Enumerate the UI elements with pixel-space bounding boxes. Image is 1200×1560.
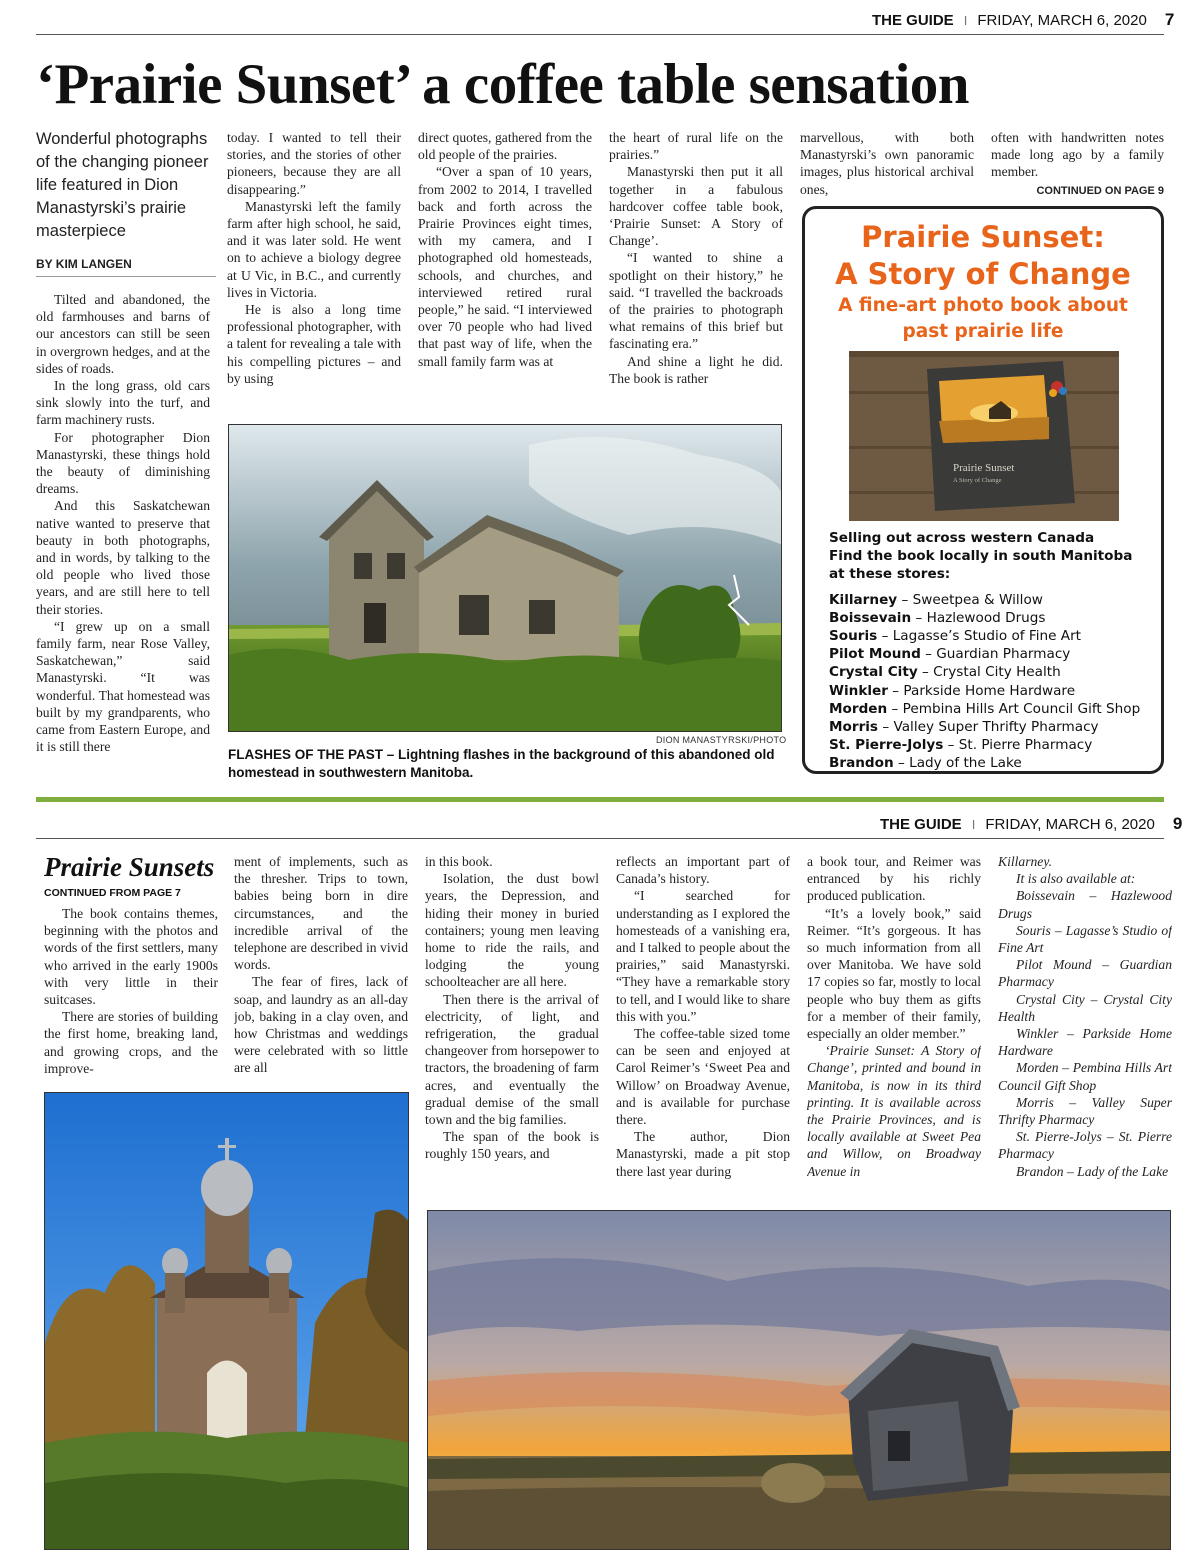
deck: Wonderful photographs of the changing pioneer life featured in Dion Manastyrski’s prairie masterpiece bbox=[36, 130, 209, 240]
byline: BY KIM LANGEN bbox=[36, 257, 216, 277]
headline: ‘Prairie Sunset’ a coffee table sensation bbox=[36, 53, 969, 116]
book-cover-photo bbox=[849, 351, 1119, 521]
store-name: Guardian Pharmacy bbox=[936, 646, 1071, 663]
store-item bbox=[829, 754, 1159, 772]
photo-credit: DION MANASTYRSKI/PHOTO bbox=[656, 735, 787, 745]
book-cover-title: Prairie Sunset bbox=[953, 462, 1015, 474]
store-name: Parkside Home Hardware bbox=[903, 682, 1076, 699]
page9-top-rule bbox=[36, 838, 1164, 839]
store-item bbox=[829, 627, 1159, 645]
story-column-6 bbox=[991, 129, 1164, 201]
ad-subtitle-line: past prairie life bbox=[902, 321, 1064, 342]
publication-name: THE GUIDE bbox=[872, 11, 954, 29]
store-name: Lagasse’s Studio of Fine Art bbox=[892, 628, 1081, 645]
paragraph: today. I wanted to tell their stories, and the stories of other pioneers, because they are all disappearing.” bbox=[227, 130, 401, 197]
continued-on-link[interactable]: CONTINUED ON PAGE 9 bbox=[1036, 184, 1164, 197]
store-item bbox=[829, 736, 1159, 754]
p9-column-3 bbox=[425, 853, 599, 1199]
book-cover-subtitle: A Story of Change bbox=[953, 477, 1002, 484]
continuation-kicker: Prairie Sunsets bbox=[44, 852, 215, 882]
store-dash: – bbox=[878, 719, 894, 736]
paragraph: a book tour, and Reimer was entranced by his richly produced publication. bbox=[807, 854, 981, 904]
paragraph: often with handwritten notes made long ago by a family member. bbox=[991, 130, 1164, 180]
sunset-barn-photo bbox=[427, 1210, 1171, 1550]
paragraph: There are stories of building the first home, breaking land, and growing crops, and the improve- bbox=[44, 1009, 218, 1076]
story-column-1 bbox=[36, 291, 210, 781]
paragraph: Isolation, the dust bowl years, the Depression, and hiding their money in buried containers; young men leaving home to ride the rails, and lodging the young schoolteacher are all here. bbox=[425, 871, 599, 990]
ad-body bbox=[829, 529, 1159, 773]
store-name: St. Pierre Pharmacy bbox=[958, 737, 1093, 754]
folio-date: FRIDAY, MARCH 6, 2020 bbox=[985, 815, 1155, 833]
store-listing: Crystal City – Crystal City Health bbox=[998, 991, 1172, 1024]
paragraph: the heart of rural life on the prairies.” bbox=[609, 130, 783, 163]
store-listing: Souris – Lagasse’s Studio of Fine Art bbox=[998, 922, 1172, 956]
ad-title-line: Prairie Sunset: bbox=[861, 220, 1105, 254]
store-dash: – bbox=[877, 628, 893, 645]
folio-separator: I bbox=[963, 12, 968, 28]
paragraph: The fear of fires, lack of soap, and laundry as an all-day job, baking in a clay oven, and how Christmas and weddings were celebrated with so little are all bbox=[234, 974, 408, 1076]
church-photo bbox=[44, 1092, 409, 1550]
store-name: Lady of the Lake bbox=[909, 755, 1022, 772]
photo-caption: FLASHES OF THE PAST – Lightning flashes in the background of this abandoned old homestead in southwestern Manitoba. bbox=[228, 747, 775, 780]
store-dash: – bbox=[911, 609, 927, 626]
store-name: Hazlewood Drugs bbox=[926, 609, 1046, 626]
store-item bbox=[829, 682, 1159, 700]
paragraph: direct quotes, gathered from the old people of the prairies. bbox=[418, 130, 592, 163]
store-town: Crystal City bbox=[829, 664, 918, 681]
store-list bbox=[829, 591, 1159, 773]
store-listing: St. Pierre-Jolys – St. Pierre Pharmacy bbox=[998, 1129, 1172, 1162]
p9-column-4 bbox=[616, 853, 790, 1199]
paragraph: For photographer Dion Manastyrski, these things hold the beauty of diminishing dreams. bbox=[36, 429, 210, 497]
page-divider bbox=[36, 797, 1164, 802]
paragraph: Manastyrski then put it all together in a fabulous hardcover coffee table book, ‘Prairie Sunset: A Story of Change’. bbox=[609, 164, 783, 249]
store-listing: Boissevain – Hazlewood Drugs bbox=[998, 888, 1172, 921]
store-listing: Morris – Valley Super Thrifty Pharmacy bbox=[998, 1094, 1172, 1128]
paragraph: “I searched for understanding as I explored the homesteads of a vanishing era, and I talked to people about the prairies,” said Manastyrski. “They have a remarkable story to tell, and I would like to share this with you.” bbox=[616, 888, 790, 1024]
store-town: Winkler bbox=[829, 682, 888, 699]
story-column-2 bbox=[227, 129, 401, 407]
store-item bbox=[829, 609, 1159, 627]
paragraph: Tilted and abandoned, the old farmhouses and barns of our ancestors can still be seen in overgrown hedges, and at the sides of roads. bbox=[36, 292, 210, 376]
store-item bbox=[829, 718, 1159, 736]
store-item bbox=[829, 645, 1159, 663]
paragraph: The book contains themes, beginning with the photos and words of the first settlers, many who arrived in the early 1900s with very little in their suitcases. bbox=[44, 906, 218, 1008]
ad-title bbox=[805, 219, 1161, 293]
paragraph: And shine a light he did. The book is rather bbox=[609, 353, 783, 386]
store-item bbox=[829, 700, 1159, 718]
page-number: 9 bbox=[1172, 814, 1183, 833]
paragraph: In the long grass, old cars sink slowly into the turf, and farm machinery rusts. bbox=[36, 378, 210, 428]
store-town: Pilot Mound bbox=[829, 646, 921, 663]
paragraph: “I wanted to shine a spotlight on their history,” he said. “I travelled the backroads of the prairies to photograph what remains of this brief but fascinating era.” bbox=[609, 250, 783, 352]
store-name: Sweetpea & Willow bbox=[912, 591, 1043, 608]
paragraph: reflects an important part of Canada’s history. bbox=[616, 854, 790, 887]
store-dash: – bbox=[897, 591, 913, 608]
paragraph: Manastyrski left the family farm after high school, he said, and it was later sold. He went on to achieve a biology degree at U Vic, in B.C., and currently lives in Victoria. bbox=[227, 198, 401, 300]
p9-column-1 bbox=[44, 905, 218, 1080]
store-dash: – bbox=[887, 682, 904, 699]
p9-column-2 bbox=[234, 853, 408, 1083]
paragraph: “It’s a lovely book,” said Reimer. “It’s gorgeous. It has so much information from all over Manitoba. We have sold 17 copies so far, mostly to local people who buy them as gifts for a member of their family, especially an older member.” bbox=[807, 905, 981, 1042]
store-listing: Pilot Mound – Guardian Pharmacy bbox=[998, 957, 1172, 990]
paragraph: in this book. bbox=[425, 854, 493, 869]
store-town: Brandon bbox=[829, 755, 894, 772]
store-item bbox=[829, 591, 1159, 609]
ad-lead-line: Find the book locally in south Manitoba bbox=[829, 548, 1133, 565]
paragraph: The coffee-table sized tome can be seen and enjoyed at Carol Reimer’s ‘Sweet Pea and Willow’ on Broadway Avenue, and is available for purchase there. bbox=[616, 1026, 790, 1128]
store-listing: Brandon – Lady of the Lake bbox=[1016, 1163, 1169, 1179]
p9-column-6 bbox=[998, 853, 1172, 1199]
store-name: Crystal City Health bbox=[933, 664, 1061, 681]
store-town: Morris bbox=[829, 719, 879, 736]
ad-subtitle bbox=[805, 293, 1161, 345]
ad-subtitle-line: A fine-art photo book about bbox=[838, 295, 1128, 316]
publication-name: THE GUIDE bbox=[880, 815, 962, 833]
story-column-3 bbox=[418, 129, 592, 407]
store-town: Souris bbox=[829, 628, 878, 645]
top-rule bbox=[36, 34, 1164, 35]
paragraph: It is also available at: bbox=[1016, 871, 1136, 887]
page-number: 7 bbox=[1164, 10, 1175, 29]
store-name: Pembina Hills Art Council Gift Shop bbox=[902, 700, 1141, 717]
paragraph: Killarney. bbox=[998, 854, 1052, 869]
store-dash: – bbox=[943, 737, 959, 754]
store-listing: Morden – Pembina Hills Art Council Gift Shop bbox=[998, 1060, 1172, 1093]
folio-separator: I bbox=[971, 816, 976, 832]
store-town: Morden bbox=[829, 700, 888, 717]
store-town: Killarney bbox=[829, 591, 898, 608]
folio-date: FRIDAY, MARCH 6, 2020 bbox=[977, 11, 1147, 29]
paragraph-italic: ‘Prairie Sunset: A Story of Change’, printed and bound in Manitoba, is now in its third printing. It is available across the Prairie Provinces, and is locally available at Sweet Pea and Willow, on Broadway Avenue in bbox=[807, 1043, 981, 1179]
paragraph: The span of the book is roughly 150 years, and bbox=[425, 1129, 599, 1162]
page9-folio bbox=[880, 814, 1182, 834]
church-image bbox=[45, 1093, 409, 1550]
story-column-5 bbox=[800, 129, 974, 199]
homestead-lightning-image bbox=[229, 425, 782, 732]
store-dash: – bbox=[887, 700, 903, 717]
sunset-barn-image bbox=[428, 1211, 1171, 1550]
store-item bbox=[829, 663, 1159, 681]
book-advertisement[interactable] bbox=[802, 206, 1164, 774]
story-column-4 bbox=[609, 129, 783, 407]
paragraph: marvellous, with both Manastyrski’s own panoramic images, plus historical archival ones, bbox=[800, 130, 974, 197]
store-dash: – bbox=[920, 646, 937, 663]
p9-column-5 bbox=[807, 853, 981, 1199]
paragraph: And this Saskatchewan native wanted to preserve that beauty in both photographs, and in words, by talking to the old people who lived those years, and are still here to tell their stories. bbox=[36, 498, 210, 617]
paragraph: ment of implements, such as the thresher. Trips to town, babies being born in dire circumstances, and the incredible arrival of the telephone are described in vivid words. bbox=[234, 854, 408, 973]
store-town: Boissevain bbox=[829, 609, 912, 626]
continued-from-label: CONTINUED FROM PAGE 7 bbox=[44, 887, 181, 899]
homestead-lightning-photo bbox=[228, 424, 782, 732]
paragraph: “I grew up on a small family farm, near Rose Valley, Saskatchewan,” said Manastyrski. “It was wonderful. That homestead was built by my grandparents, who came from Eastern Europe, and it is still there bbox=[36, 618, 210, 755]
store-name: Valley Super Thrifty Pharmacy bbox=[893, 719, 1099, 736]
ad-lead-line: Selling out across western Canada bbox=[829, 530, 1095, 546]
store-town: St. Pierre-Jolys bbox=[829, 737, 944, 754]
paragraph: Then there is the arrival of electricity, of light, and refrigeration, the gradual changeover from horsepower to tractors, the broadening of farm acres, and eventually the gradual demise of the small town and the big families. bbox=[425, 991, 599, 1128]
store-listing: Winkler – Parkside Home Hardware bbox=[998, 1026, 1172, 1059]
paragraph: He is also a long time professional photographer, with a talent for revealing a tale with his compelling pictures – and by using bbox=[227, 302, 401, 386]
store-dash: – bbox=[917, 664, 934, 681]
ad-title-line: A Story of Change bbox=[835, 257, 1131, 291]
paragraph: “Over a span of 10 years, from 2002 to 2014, I travelled back and forth across the Prairie Provinces eight times, with my camera, and I photographed old homesteads, schools, and churches, and interviewed retired rural people,” he said. “I interviewed over 70 people who had lived that past way of life, when the small family farm was at bbox=[418, 164, 592, 369]
store-dash: – bbox=[893, 755, 910, 772]
paragraph: The author, Dion Manastyrski, made a pit stop there last year during bbox=[616, 1129, 790, 1179]
page7-folio bbox=[872, 10, 1174, 30]
book-cover-image bbox=[849, 351, 1119, 521]
ad-lead-line: at these stores: bbox=[829, 566, 951, 583]
